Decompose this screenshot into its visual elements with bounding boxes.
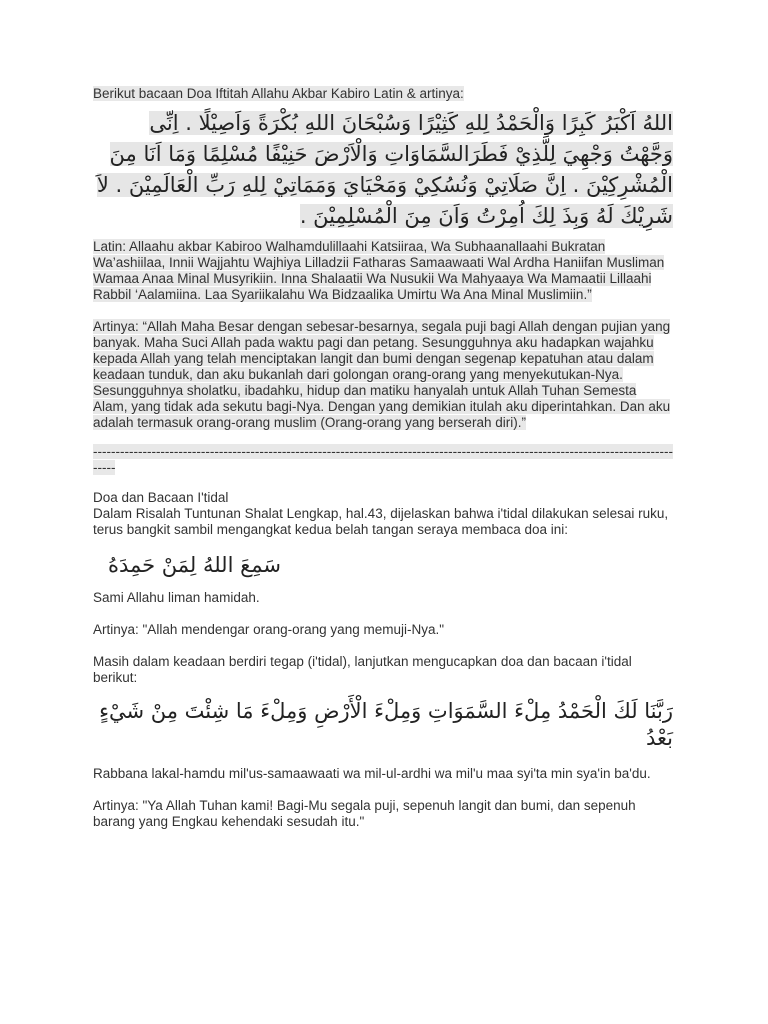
arabic-samiallahu: سَمِعَ اللهُ لِمَنْ حَمِدَهُ [107,553,281,577]
arabic-iftitah: اللهُ اَكْبَرُ كَبِرًا وَالْحَمْدُ لِلهِ كَثِيْرًا وَسُبْحَانَ اللهِ بُكْرَةً وَاَصِيْلًا . اِنِّى وَجَّهْتُ وَجْهِيَ لِلَّذِيْ فَطَرَالسَّمَاوَاتِ وَالْاَرْضَ حَنِيْفًا مُسْلِمًا وَمَا اَنَا مِنَ الْمُشْرِكِيْنَ . اِنَّ صَلَاتِيْ وَنُسُكِيْ وَمَحْيَايَ وَمَمَاتِيْ لِلهِ رَبِّ الْعَالَمِيْنَ . لاَ شَرِيْكَ لَهُ وَبِذَ لِكَ اُمِرْتُ وَاَنَ مِنَ الْمُسْلِمِيْنَ . [96,111,673,228]
itidal-intro: Dalam Risalah Tuntunan Shalat Lengkap, hal.43, dijelaskan bahwa i'tidal dilakukan selesai ruku, terus bangkit sambil mengangkat kedua belah tangan seraya membaca doa ini: [93,506,669,537]
latin-iftitah: Latin: Allaahu akbar Kabiroo Walhamdulillaahi Katsiiraa, Wa Subhaanallaahi Bukratan Wa’ashiilaa, Innii Wajjahtu Wajhiya Lilladzii Fatharas Samaawaati Wal Ardha Haniifan Musliman Wamaa Anaa Minal Musyrikiin. Inna Shalaatii Wa Nusukii Wa Mahyaaya Wa Mamaatii Lillaahi Rabbil ‘Aalamiina. Laa Syariikalahu Wa Bidzaalika Umirtu Wa Ana Minal Muslimiin.” [93,239,665,302]
artinya-samiallahu: Artinya: "Allah mendengar orang-orang yang memuji-Nya." [93,622,445,637]
itidal-title: Doa dan Bacaan I'tidal [93,490,229,505]
intro-text: Berikut bacaan Doa Iftitah Allahu Akbar Kabiro Latin & artinya: [93,86,464,101]
latin-samiallahu: Sami Allahu liman hamidah. [93,590,260,605]
latin-rabbana: Rabbana lakal-hamdu mil'us-samaawaati wa mil-ul-ardhi wa mil'u maa syi'ta min sya'in ba'du. [93,766,651,781]
artinya-iftitah: Artinya: “Allah Maha Besar dengan sebesar-besarnya, segala puji bagi Allah dengan pujian yang banyak. Maha Suci Allah pada waktu pagi dan petang. Sesungguhnya aku hadapkan wajahku kepada Allah yang telah menciptakan langit dan bumi dengan segenap kepatuhan atau dalam keadaan tunduk, dan aku bukanlah dari golongan orang-orang yang menyekutukan-Nya. Sesungguhnya sholatku, ibadahku, hidup dan matiku hanyalah untuk Allah Tuhan Semesta Alam, yang tidak ada sekutu bagi-Nya. Dengan yang demikian itulah aku diperintahkan. Dan aku adalah termasuk orang-orang muslim (Orang-orang yang berserah diri).” [93,319,671,430]
divider-line: -------------------------------------------------------------------------------------------------------------------------------------- [93,444,673,475]
arabic-rabbana: رَبَّنَا لَكَ الْحَمْدُ مِلْءَ السَّمَوَاتِ وَمِلْءَ الْأَرْضِ وَمِلْءَ مَا شِئْتَ مِنْ شَيْءٍ بَعْدُ [99,699,673,750]
lanjutan-text: Masih dalam keadaan berdiri tegap (i'tidal), lanjutkan mengucapkan doa dan bacaan i'tidal berikut: [93,654,632,685]
artinya-rabbana: Artinya: "Ya Allah Tuhan kami! Bagi-Mu segala puji, sepenuh langit dan bumi, dan sepenuh barang yang Engkau kehendaki sesudah itu." [93,798,636,829]
document-page [93,86,673,830]
